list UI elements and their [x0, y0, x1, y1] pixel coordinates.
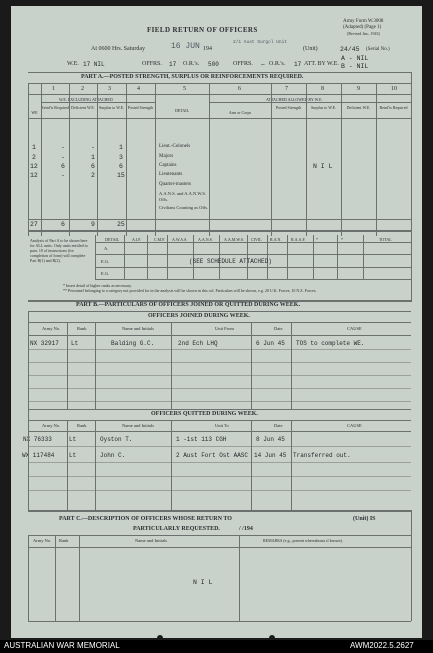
grid-line [251, 420, 252, 510]
year-label: 194 [203, 46, 212, 52]
detail-civilians: Civilians Counting as Offs. [159, 205, 209, 210]
attached-rule [209, 102, 411, 103]
grid-line [376, 83, 377, 236]
part-b-title: PART B.—PARTICULARS OF OFFICERS JOINED OR QUITTED DURING WEEK. [76, 302, 300, 308]
part-c-top-rule [28, 510, 411, 512]
analysis-header-7: R.A.N. [270, 237, 282, 242]
row1-c4: 1 [119, 144, 123, 151]
quit2-cause: Transferred out. [293, 452, 351, 459]
grid-line [291, 322, 292, 409]
row3-detail: Captains [159, 163, 177, 168]
grid-line [28, 388, 411, 389]
part-a-title: PART A.—POSTED STRENGTH, SURPLUS OR REINFORCEMENTS REQUIRED. [81, 74, 304, 80]
grid-line [95, 267, 411, 268]
joined-army-no: NX 32917 [30, 340, 59, 347]
grid-line [28, 362, 411, 363]
a-nil: A - NIL [341, 55, 369, 62]
grid-line [171, 420, 172, 510]
quit2-army-no: WX 117484 [22, 452, 55, 459]
serial-label: (Serial No.) [366, 47, 390, 52]
row2-c4: 3 [119, 154, 123, 161]
grid-line [28, 322, 411, 323]
row4-we: 12 [30, 172, 38, 179]
joined-unit: 2nd Ech LHQ [178, 340, 218, 347]
grid-line [271, 83, 272, 236]
grid-line [28, 375, 411, 376]
quit2-date: 14 Jun 45 [254, 452, 287, 459]
row4-c3: 2 [91, 172, 95, 179]
grid-line [95, 322, 96, 409]
grid-line [28, 311, 411, 312]
col-number-9: 9 [357, 86, 360, 92]
serial-value: 24/45 [340, 46, 360, 53]
grid-line [28, 420, 411, 421]
col-surplus2: Surplus to W.E. [310, 105, 337, 110]
offrs-label: OFFRS. [142, 61, 162, 67]
analysis-header-9: * [316, 237, 318, 242]
quit-headers-col-2: Name and Initials [122, 423, 154, 428]
col-reinf-req: Reinf'ts Required [41, 105, 69, 110]
row2-we: 2 [32, 154, 36, 161]
footnote-2: ** Personnel belonging to a category not provided for in the analysis will be shown in this col. Particulars will be shown, e.g. 20 U.K. Forces; 10 N.Z. Forces. [63, 288, 317, 293]
grid-line [79, 535, 80, 621]
grid-line [251, 322, 252, 409]
grid-line [95, 420, 96, 510]
grid-line [126, 83, 127, 236]
we-value: 17 NIL [83, 61, 105, 68]
grid-line [28, 476, 411, 477]
col-we: WE [31, 110, 38, 115]
grid-line [411, 72, 412, 302]
we-label: W.E. [67, 61, 79, 67]
analysis-instructions: Analysis of Part A to be shown here for ALL units. Only units entitled to para. 10 of instructions (for completion of form) will complete Part B(1) and B(2). [30, 238, 88, 263]
detail-aans: A.A.N.S. and A.A.N.W.S. Offs. [159, 191, 206, 202]
analysis-row-eg1: E.G. [101, 259, 110, 264]
grid-line [28, 401, 411, 402]
col-number-4: 4 [137, 86, 140, 92]
grid-line [28, 431, 411, 432]
analysis-header-1: A.I.F. [132, 237, 142, 242]
part-a-top-rule [28, 72, 411, 73]
part-c-bottom-rule [28, 621, 411, 622]
col-posted: Posted Strength [127, 105, 154, 110]
quitted-title: OFFICERS QUITTED DURING WEEK. [151, 411, 258, 417]
attached-nil: N I L [313, 163, 333, 170]
grid-line [171, 322, 172, 409]
grid-line [306, 83, 307, 236]
row3-we: 12 [30, 163, 38, 170]
grid-line [28, 547, 411, 548]
quit1-name: Oyston T. [100, 436, 133, 443]
grid-line [28, 311, 29, 510]
joined-headers-col-4: Date [274, 326, 283, 331]
grid-line [28, 535, 29, 621]
analysis-header-10: * [341, 237, 343, 242]
joined-date: 6 Jun 45 [256, 340, 285, 347]
grid-line [28, 409, 411, 410]
joined-headers-col-2: Name and Initials [122, 326, 154, 331]
row3-c4: 6 [119, 163, 123, 170]
joined-headers-col-0: Army No. [42, 326, 61, 331]
b-nil: B - NIL [341, 63, 369, 70]
footer-right: AWM2022.5.2627 [350, 641, 414, 650]
unit-label: (Unit) [303, 46, 318, 52]
totals-rule [28, 219, 411, 220]
joined-name: Balding G.C. [111, 340, 155, 347]
col-number-7: 7 [285, 86, 288, 92]
att-value: 17 [294, 61, 302, 68]
grid-line [28, 349, 411, 350]
grid-line [28, 535, 411, 536]
joined-cause: TOS to complete WE. [296, 340, 365, 347]
col-deficient: Deficient W.E. [71, 105, 95, 110]
row3-c2: 6 [61, 163, 65, 170]
row2-detail: Majors [159, 154, 174, 159]
analysis-header-4: A.A.N.S. [198, 237, 213, 242]
row4-detail: Lieutenants [159, 172, 183, 177]
part-a-numbers-rule [28, 94, 411, 95]
grid-line [239, 535, 240, 621]
grid-line [41, 83, 42, 236]
col-arm-corps: Arm or Corps [228, 110, 252, 115]
analysis-header-11: TOTAL [379, 237, 392, 242]
col-number-10: 10 [391, 86, 397, 92]
quit2-rank: Lt [69, 452, 77, 459]
quit-headers-col-5: CAUSE [347, 423, 362, 428]
row4-c4: 15 [117, 172, 125, 179]
col-deficient2: Deficient W.E. [346, 105, 371, 110]
grid-line [28, 83, 29, 236]
part-a-bottom-rule [28, 230, 411, 232]
row2-c2: - [61, 154, 65, 161]
analysis-row-eg2: E.G. [101, 271, 110, 276]
grid-line [69, 83, 70, 236]
grid-line [28, 446, 411, 447]
col-number-3: 3 [108, 86, 111, 92]
joined-headers-col-5: CAUSE [347, 326, 362, 331]
col-reinf2: Reinf'ts Required [379, 105, 408, 110]
grid-line [28, 335, 411, 336]
att-label: ATT. BY W.E. [304, 61, 339, 67]
total-c2: 6 [61, 221, 65, 228]
grid-line [67, 322, 68, 409]
grid-line [341, 83, 342, 236]
grid-line [155, 83, 156, 236]
grid-line [95, 254, 411, 255]
joined-rank: Lt [71, 340, 79, 347]
footnote-1: * Insert detail of higher ranks as necessary. [63, 283, 132, 288]
detail-qm: Quarter-masters [159, 182, 192, 187]
analysis-typed-note: (SEE SCHEDULE ATTACHED) [189, 258, 272, 265]
date-stamp: 16 JUN [171, 42, 200, 51]
we-excluding-header: W.E. EXCLUDING ATTACHED [59, 97, 113, 102]
total-c4: 25 [117, 221, 125, 228]
analysis-header-2: C.M.F. [154, 237, 166, 242]
ors-label: O.R.'s. [183, 61, 200, 67]
joined-title: OFFICERS JOINED DURING WEEK. [148, 313, 250, 319]
form-revised: (Revised Jan., 1943) [347, 31, 380, 36]
total-we: 27 [30, 221, 38, 228]
row1-c3: - [91, 144, 95, 151]
quit1-rank: Lt [69, 436, 77, 443]
footer-left: AUSTRALIAN WAR MEMORIAL [4, 641, 120, 650]
grid-line [28, 490, 411, 491]
analysis-header-5: A.A.M.W.S. [224, 237, 244, 242]
form-adapted: (Adapted) (Page 1) [343, 25, 382, 30]
we-excluding-rule [41, 102, 155, 103]
form-title: FIELD RETURN OF OFFICERS [147, 26, 258, 34]
col-number-5: 5 [183, 86, 186, 92]
col-number-6: 6 [238, 86, 241, 92]
col-number-8: 8 [321, 86, 324, 92]
archive-footer [0, 640, 433, 653]
quit2-unit: 2 Aust Fort Ost AASC [176, 452, 249, 459]
col-number-2: 2 [81, 86, 84, 92]
row3-c3: 6 [91, 163, 95, 170]
quit-headers-col-3: Unit To [215, 423, 229, 428]
time-line-label: At 0600 Hrs. Saturday [91, 46, 145, 52]
ors-value: 500 [208, 61, 219, 68]
row1-c2: - [61, 144, 65, 151]
c-col-name: Name and Initials [135, 538, 167, 543]
joined-headers-col-1: Rank [77, 326, 87, 331]
total-c3: 9 [91, 221, 95, 228]
row1-detail: Lieut.-Colonels [159, 144, 191, 149]
part-c-unit-label: (Unit) IS [353, 516, 376, 522]
offrs2-value: — [261, 61, 265, 68]
form-number: Army Form W.3008 [343, 19, 384, 24]
c-col-remarks: REMARKS (e.g., present whereabouts if known). [263, 538, 343, 543]
part-a-title-rule [28, 83, 411, 84]
analysis-row-a: A. [104, 246, 109, 251]
ors2-label: O.R.'s. [269, 61, 286, 67]
analysis-header-8: R.A.A.F. [291, 237, 306, 242]
c-col-army-no: Army No. [33, 538, 52, 543]
col-number-1: 1 [52, 86, 55, 92]
quit2-name: John C. [100, 452, 126, 459]
analysis-header-6: CIVIL [251, 237, 262, 242]
quit-headers-col-1: Rank [77, 423, 87, 428]
part-c-title-2: PARTICULARLY REQUESTED. [133, 526, 220, 532]
joined-headers-col-3: Unit From [215, 326, 234, 331]
form-page [11, 6, 422, 638]
part-c-date: / /194 [239, 526, 253, 532]
part-c-nil: N I L [193, 579, 213, 586]
grid-line [95, 279, 411, 280]
grid-line [209, 83, 210, 236]
c-col-rank: Rank [59, 538, 69, 543]
offrs-value: 17 [169, 61, 177, 68]
grid-line [291, 420, 292, 510]
quit1-army-no: NX 76333 [23, 436, 52, 443]
quit-headers-col-4: Date [274, 423, 283, 428]
quit-headers-col-0: Army No. [42, 423, 61, 428]
analysis-header-3: A.W.A.S. [172, 237, 188, 242]
grid-line [67, 420, 68, 510]
attached-allowed-header: ATTACHED ALLOWED BY W.E. [266, 97, 323, 102]
row1-we: 1 [32, 144, 36, 151]
col-detail: DETAIL [174, 108, 190, 113]
grid-line [55, 535, 56, 621]
offrs2-label: OFFRS. [233, 61, 253, 67]
part-a-header-rule [28, 118, 411, 119]
row4-c2: - [61, 172, 65, 179]
quit1-date: 8 Jun 45 [256, 436, 285, 443]
col-surplus: Surplus to W.E. [98, 105, 125, 110]
grid-line [411, 510, 412, 621]
grid-line [95, 242, 411, 243]
grid-line [28, 462, 411, 463]
quit1-unit: 1 -1st 113 CGH [176, 436, 227, 443]
unit-stamp: 2/1 Aust Surgcl Unit [233, 40, 288, 45]
part-c-title-1: PART C.—DESCRIPTION OF OFFICERS WHOSE RETURN TO [59, 516, 232, 522]
analysis-header-0: DETAIL [105, 237, 120, 242]
col-posted2: Posted Strength [275, 105, 302, 110]
row2-c3: 1 [91, 154, 95, 161]
grid-line [97, 83, 98, 236]
